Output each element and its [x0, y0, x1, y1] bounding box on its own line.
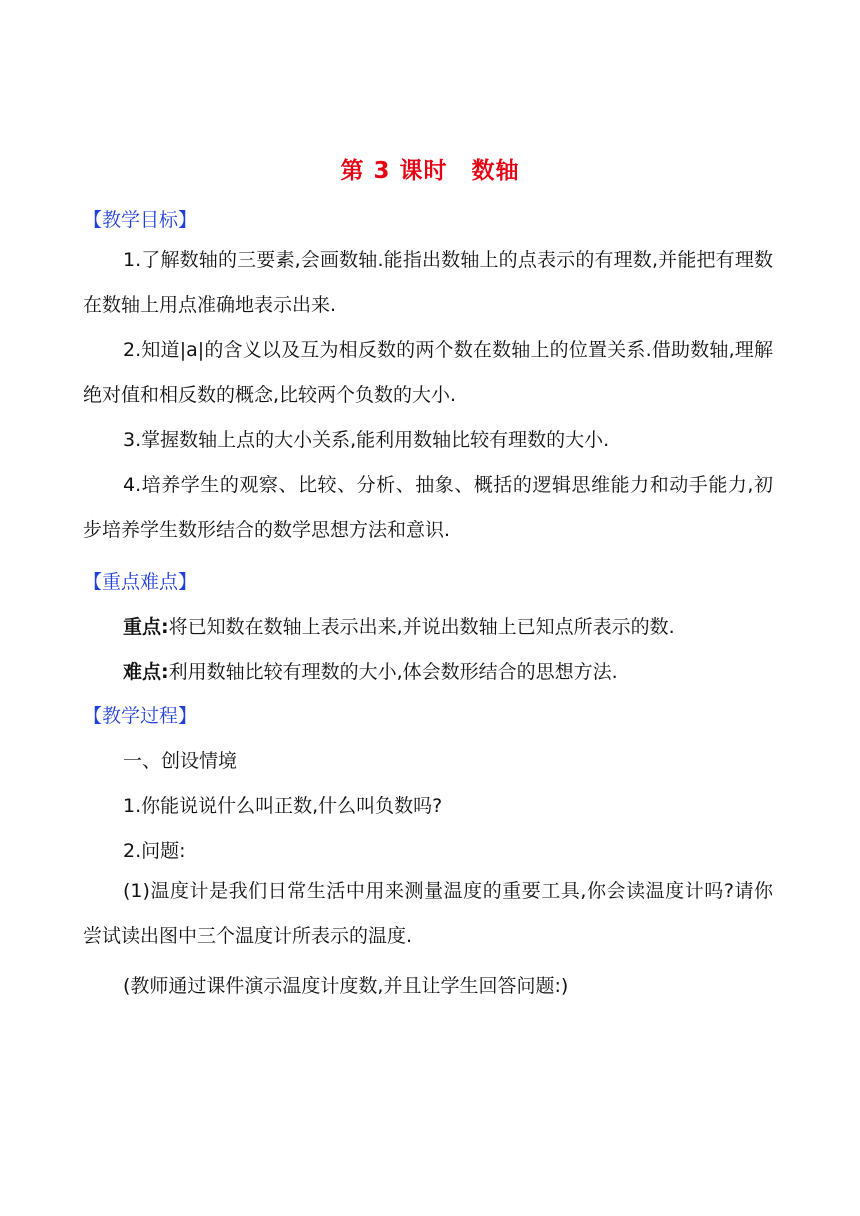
goal-paragraph-4: 4.培养学生的观察、比较、分析、抽象、概括的逻辑思维能力和动手能力,初步培养学生数形结合的数学思想方法和意识. — [83, 474, 773, 541]
difficulty-label: 难点: — [123, 661, 169, 683]
difficulty-text: 利用数轴比较有理数的大小,体会数形结合的思想方法. — [168, 661, 618, 683]
lesson-title: 第 3 课时 数轴 — [340, 158, 520, 184]
key-point-label: 重点: — [123, 616, 169, 638]
difficulty-line — [123, 657, 618, 684]
section-heading-goals: 【教学目标】 — [83, 209, 198, 231]
key-point-text: 将已知数在数轴上表示出来,并说出数轴上已知点所表示的数. — [168, 616, 675, 638]
goal-paragraph-3: 3.掌握数轴上点的大小关系,能利用数轴比较有理数的大小. — [123, 429, 610, 451]
teacher-note: (教师通过课件演示温度计度数,并且让学生回答问题:) — [123, 975, 569, 997]
section-heading-keypoints: 【重点难点】 — [83, 571, 198, 593]
goal-paragraph-1: 1.了解数轴的三要素,会画数轴.能指出数轴上的点表示的有理数,并能把有理数在数轴上用点准确地表示出来. — [83, 249, 773, 316]
key-point-line — [123, 612, 675, 639]
goal-paragraph-2: 2.知道|a|的含义以及互为相反数的两个数在数轴上的位置关系.借助数轴,理解绝对值和相反数的概念,比较两个负数的大小. — [83, 339, 773, 406]
section-heading-process: 【教学过程】 — [83, 705, 198, 727]
question-2-1: (1)温度计是我们日常生活中用来测量温度的重要工具,你会读温度计吗?请你尝试读出图中三个温度计所表示的温度. — [83, 880, 773, 947]
question-1: 1.你能说说什么叫正数,什么叫负数吗? — [123, 795, 443, 817]
question-2: 2.问题: — [123, 840, 186, 862]
process-heading: 一、创设情境 — [123, 750, 238, 772]
